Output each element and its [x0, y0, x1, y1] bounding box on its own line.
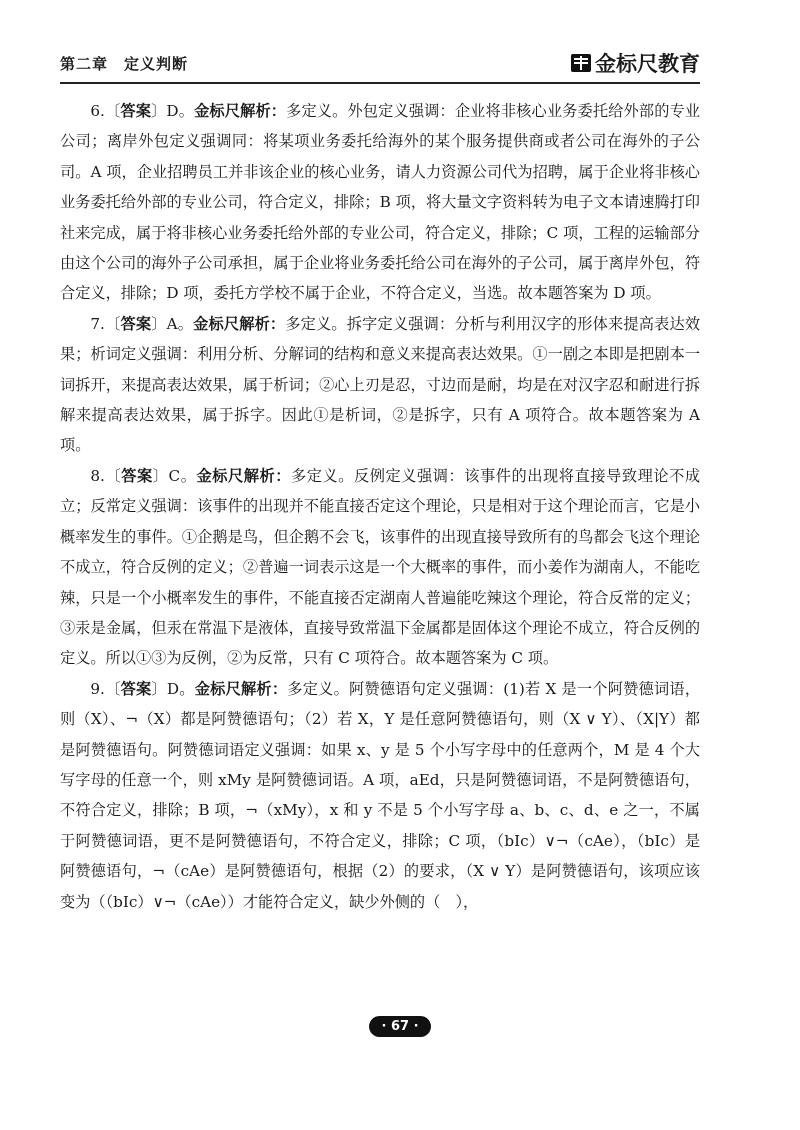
analysis-label: 金标尺解析：	[194, 679, 288, 698]
answer-letter: A。	[166, 314, 194, 333]
answer-item-9: 9.〔答案〕D。金标尺解析：多定义。阿赞德语句定义强调：(1)若 X 是一个阿赞德词语，则（X）、¬（X）都是阿赞德语句；（2）若 X，Y 是任意阿赞德语句，则（X ∨ Y）、（X|Y）都是阿赞德语句。阿赞德词语定义强调：如果 x、y 是 5 个小写字母中的任意两个，M 是 4 个大写字母的任意一个，则 xMy 是阿赞德词语。A 项，aEd，只是阿赞德词语，不是阿赞德语句，不符合定义，排除；B 项，¬（xMy），x 和 y 不是 5 个小写字母 a、b、c、d、e 之一，不属于阿赞德词语，更不是阿赞德语句，不符合定义，排除；C 项，（bIc）∨¬（cAe），（bIc）是阿赞德语句，¬（cAe）是阿赞德语句，根据（2）的要求，（X ∨ Y）是阿赞德语句，该项应该变为（（bIc）∨¬（cAe））才能符合定义，缺少外侧的（ ），	[60, 679, 701, 911]
answer-explanations	[60, 96, 700, 917]
page-number: · 67 ·	[369, 1016, 430, 1037]
brand-logo	[570, 48, 700, 78]
answer-item-8: 8.〔答案〕C。金标尺解析：多定义。反例定义强调：该事件的出现将直接导致理论不成立；反常定义强调：该事件的出现并不能直接否定这个理论，只是相对于这个理论而言，它是小概率发生的事件。①企鹅是鸟，但企鹅不会飞，该事件的出现直接导致所有的鸟都会飞这个理论不成立，符合反例的定义；②普遍一词表示这是一个大概率的事件，而小姜作为湖南人，不能吃辣，只是一个小概率发生的事件，不能直接否定湖南人普遍能吃辣这个理论，符合反常的定义；③汞是金属，但汞在常温下是液体，直接导致常温下金属都是固体这个理论不成立，符合反例的定义。所以①③为反例，②为反常，只有 C 项符合。故本题答案为 C 项。	[60, 466, 701, 668]
analysis-label: 金标尺解析：	[193, 314, 286, 333]
answer-letter: C。	[168, 466, 197, 485]
answer-letter: D。	[166, 679, 195, 698]
analysis-text: 多定义。反例定义强调：该事件的出现将直接导致理论不成立；反常定义强调：该事件的出现并不能直接否定这个理论，只是相对于这个理论而言，它是小概率发生的事件。①企鹅是鸟，但企鹅不会飞，该事件的出现直接导致所有的鸟都会飞这个理论不成立，符合反例的定义；②普遍一词表示这是一个大概率的事件，而小姜作为湖南人，不能吃辣，只是一个小概率发生的事件，不能直接否定湖南人普遍能吃辣这个理论，符合反常的定义；③汞是金属，但汞在常温下是液体，直接导致常温下金属都是固体这个理论不成立，符合反例的定义。所以①③为反例，②为反常，只有 C 项符合。故本题答案为 C 项。	[60, 466, 701, 668]
analysis-label: 金标尺解析：	[196, 466, 291, 485]
analysis-text: 多定义。拆字定义强调：分析与利用汉字的形体来提高表达效果；析词定义强调：利用分析、分解词的结构和意义来提高表达效果。①一剧之本即是把剧本一词拆开，来提高表达效果，属于析词；②心上刃是忍，寸边而是耐，均是在对汉字忍和耐进行拆解来提高表达效果，属于拆字。因此①是析词，②是拆字，只有 A 项符合。故本题答案为 A 项。	[60, 314, 701, 455]
analysis-text: 多定义。外包定义强调：企业将非核心业务委托给外部的专业公司；离岸外包定义强调同：将某项业务委托给海外的某个服务提供商或者公司在海外的子公司。A 项，企业招聘员工并非该企业的核心业务，请人力资源公司代为招聘，属于企业将非核心业务委托给外部的专业公司，符合定义，排除；B 项，将大量文字资料转为电子文本请速腾打印社来完成，属于将非核心业务委托给外部的专业公司，符合定义，排除；C 项，工程的运输部分由这个公司的海外子公司承担，属于企业将业务委托给公司在海外的子公司，属于离岸外包，符合定义，排除；D 项，委托方学校不属于企业，不符合定义，当选。故本题答案为 D 项。	[60, 102, 701, 303]
answer-item-7: 7.〔答案〕A。金标尺解析：多定义。拆字定义强调：分析与利用汉字的形体来提高表达效果；析词定义强调：利用分析、分解词的结构和意义来提高表达效果。①一剧之本即是把剧本一词拆开，来提高表达效果，属于析词；②心上刃是忍，寸边而是耐，均是在对汉字忍和耐进行拆解来提高表达效果，属于拆字。因此①是析词，②是拆字，只有 A 项符合。故本题答案为 A 项。	[60, 314, 701, 455]
answer-letter: D。	[166, 102, 195, 120]
page-footer	[0, 1015, 800, 1037]
analysis-text: 多定义。阿赞德语句定义强调：(1)若 X 是一个阿赞德词语，则（X）、¬（X）都是阿赞德语句；（2）若 X，Y 是任意阿赞德语句，则（X ∨ Y）、（X|Y）都是阿赞德语句。阿赞德词语定义强调：如果 x、y 是 5 个小写字母中的任意两个，M 是 4 个大写字母的任意一个，则 xMy 是阿赞德词语。A 项，aEd，只是阿赞德词语，不是阿赞德语句，不符合定义，排除；B 项，¬（xMy），x 和 y 不是 5 个小写字母 a、b、c、d、e 之一，不属于阿赞德词语，更不是阿赞德语句，不符合定义，排除；C 项，（bIc）∨¬（cAe），（bIc）是阿赞德语句，¬（cAe）是阿赞德语句，根据（2）的要求，（X ∨ Y）是阿赞德语句，该项应该变为（（bIc）∨¬（cAe））才能符合定义，缺少外侧的（ ），	[60, 679, 701, 911]
book-logo-icon	[570, 52, 592, 74]
brand-name: 金标尺教育	[595, 52, 700, 76]
chapter-title: 第二章 定义判断	[60, 55, 189, 73]
analysis-label: 金标尺解析：	[194, 102, 287, 120]
page-header	[60, 48, 700, 84]
answer-item-6: 6.〔答案〕D。金标尺解析：多定义。外包定义强调：企业将非核心业务委托给外部的专业公司；离岸外包定义强调同：将某项业务委托给海外的某个服务提供商或者公司在海外的子公司。A 项，企业招聘员工并非该企业的核心业务，请人力资源公司代为招聘，属于企业将非核心业务委托给外部的专业公司，符合定义，排除；B 项，将大量文字资料转为电子文本请速腾打印社来完成，属于将非核心业务委托给外部的专业公司，符合定义，排除；C 项，工程的运输部分由这个公司的海外子公司承担，属于企业将业务委托给公司在海外的子公司，属于离岸外包，符合定义，排除；D 项，委托方学校不属于企业，不符合定义，当选。故本题答案为 D 项。	[60, 102, 701, 303]
